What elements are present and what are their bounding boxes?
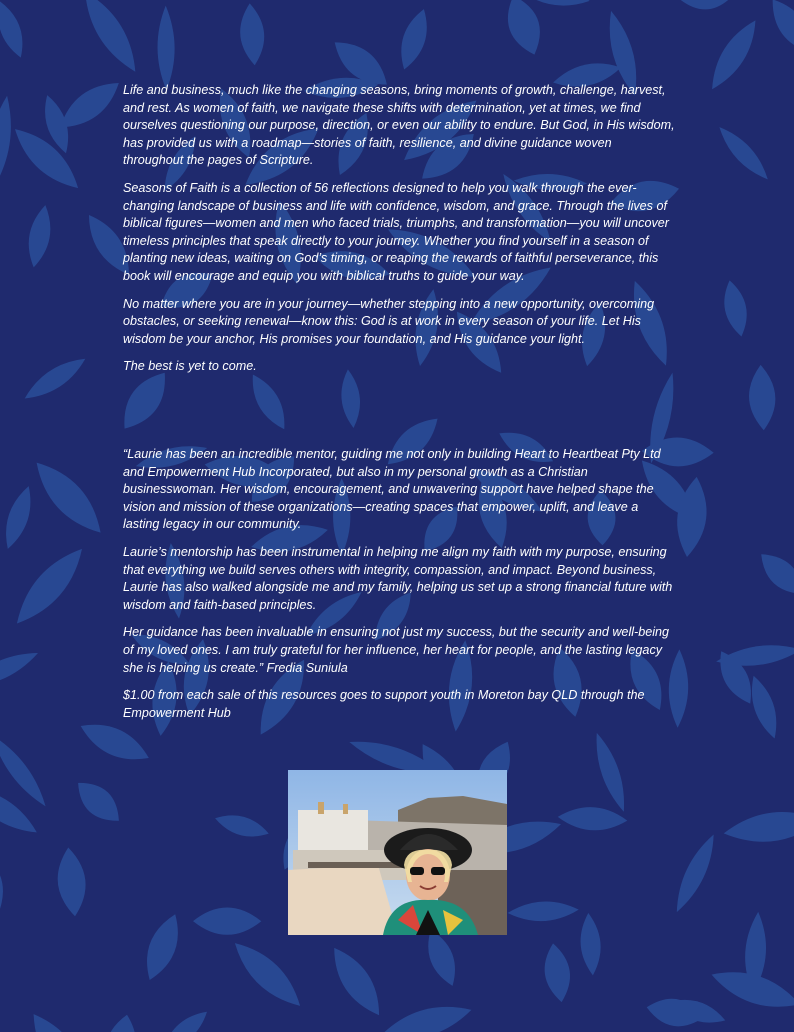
donation-note: $1.00 from each sale of this resources goes to support youth in Moreton bay QLD through the Empowerment Hub xyxy=(123,688,645,720)
intro-paragraph-2: Seasons of Faith is a collection of 56 reflections designed to help you walk through the ever-changing landscape of business and life with confidence, wisdom, and grace. Through the lives of biblical figures—women and men who faced trials, triumphs, and transformation—you will uncover timeless principles that speak directly to your journey. Whether you find yourself in a season of planting new ideas, waiting on God’s timing, or reaping the rewards of faithful perseverance, this book will encourage and equip you with biblical truths to guide your way. xyxy=(123,180,669,283)
intro-paragraph-3: No matter where you are in your journey—whether stepping into a new opportunity, overcoming obstacles, or seeking renewal—know this: God is at work in every season of your life. Let His wisdom be your anchor, His promises your foundation, and His guidance your light. xyxy=(123,296,655,346)
intro-paragraph-1: Life and business, much like the changing seasons, bring moments of growth, challenge, harvest, and rest. As women of faith, we navigate these shifts with determination, yet at times, we find ourselves questioning our purpose, direction, or even our ability to endure. But God, in His wisdom, has provided us with a roadmap—stories of faith, resilience, and divine guidance woven throughout the pages of Scripture. xyxy=(123,83,675,168)
testimonial-paragraph-1: “Laurie has been an incredible mentor, guiding me not only in building Heart to Heartbeat Pty Ltd and Empowerment Hub Incorporated, but also in my personal growth as a Christian businesswoman. Her wisdom, encouragement, and unwavering support have helped shape the vision and mission of these organizations—creating spaces that empower, uplift, and leave a lasting legacy in our community. xyxy=(123,447,661,532)
author-photo xyxy=(288,770,507,935)
intro-section xyxy=(123,82,675,386)
intro-closing-line: The best is yet to come. xyxy=(123,359,257,374)
testimonial-section xyxy=(123,446,675,732)
testimonial-paragraph-2: Laurie’s mentorship has been instrumental in helping me align my faith with my purpose, ensuring that everything we build serves others with integrity, compassion, and impact. Beyond business, Laurie has also walked alongside me and my family, helping us set up a strong financial future with wisdom and faith-based principles. xyxy=(123,544,673,612)
testimonial-paragraph-3: Her guidance has been invaluable in ensuring not just my success, but the security and well-being of my loved ones. I am truly grateful for her influence, her heart for people, and the lasting legacy she is helping us create.” Fredia Suniula xyxy=(123,625,670,675)
